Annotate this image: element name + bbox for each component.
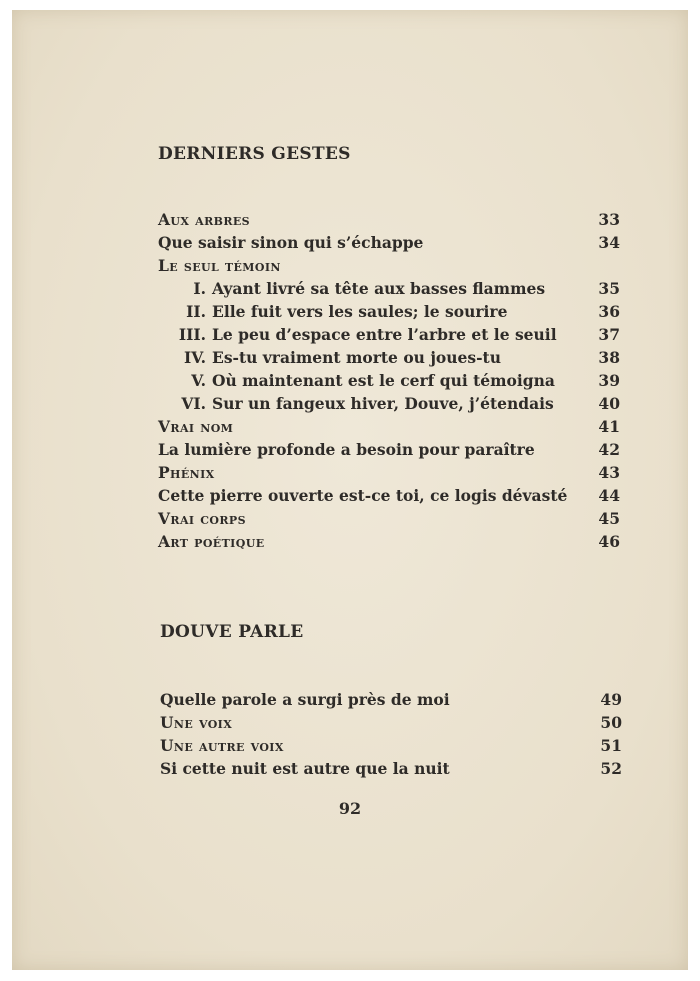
toc-entry-page: 52: [600, 759, 622, 778]
toc-entry-page: 38: [598, 348, 620, 367]
toc-entry-title: Aux arbres: [158, 210, 250, 229]
toc-roman-numeral: III.: [178, 325, 206, 344]
toc-entry: [160, 711, 622, 734]
toc-subentry: [158, 346, 620, 369]
toc-entry-page: 49: [600, 690, 622, 709]
toc-entry-title: Une autre voix: [160, 736, 284, 755]
toc-entry-page: 37: [598, 325, 620, 344]
toc-entry-page: 41: [598, 417, 620, 436]
toc-subentry: [158, 300, 620, 323]
toc-entry-title: Une voix: [160, 713, 233, 732]
toc-entry: [158, 415, 620, 438]
toc-entry-title: Vrai corps: [158, 509, 246, 528]
book-page: [12, 10, 688, 970]
toc-entry-page: 45: [598, 509, 620, 528]
toc-roman-numeral: II.: [186, 302, 206, 321]
toc-entry-title: La lumière profonde a besoin pour paraître: [158, 440, 535, 459]
toc-entry: [158, 438, 620, 461]
toc-entry-page: 51: [600, 736, 622, 755]
toc-entry-page: 33: [598, 210, 620, 229]
toc-entry-title: Phénix: [158, 463, 215, 482]
toc-entry-page: 36: [598, 302, 620, 321]
toc-entry-page: 42: [598, 440, 620, 459]
toc-entry-title: Art poétique: [158, 532, 265, 551]
toc-entry-title: Ayant livré sa tête aux basses flammes: [212, 279, 546, 298]
toc-entry: [160, 688, 622, 711]
toc-entry-page: 40: [598, 394, 620, 413]
toc-subentry: [158, 369, 620, 392]
toc-entry-page: 39: [598, 371, 620, 390]
toc-entry-title: Où maintenant est le cerf qui témoigna: [212, 371, 555, 390]
toc-roman-numeral: VI.: [181, 394, 206, 413]
toc-entry-title: Le seul témoin: [158, 256, 281, 275]
toc-list-derniers-gestes: [158, 208, 620, 553]
toc-entry: [160, 757, 622, 780]
toc-subentry: [158, 323, 620, 346]
toc-entry: [158, 507, 620, 530]
toc-entry-title: Vrai nom: [158, 417, 234, 436]
toc-entry-title: Elle fuit vers les saules; le sourire: [212, 302, 508, 321]
toc-entry-page: 46: [598, 532, 620, 551]
toc-entry-title: Le peu d’espace entre l’arbre et le seuil: [212, 325, 557, 344]
toc-entry-page: 50: [600, 713, 622, 732]
toc-entry-title: Es-tu vraiment morte ou joues-tu: [212, 348, 501, 367]
section-title-derniers-gestes: DERNIERS GESTES: [158, 144, 351, 164]
toc-entry-title: Si cette nuit est autre que la nuit: [160, 759, 450, 778]
toc-entry-page: 43: [598, 463, 620, 482]
toc-entry: [158, 208, 620, 231]
section-title-douve-parle: DOUVE PARLE: [160, 622, 304, 642]
toc-entry-page: 35: [598, 279, 620, 298]
toc-roman-numeral: I.: [193, 279, 206, 298]
toc-subentry: [158, 277, 620, 300]
toc-entry-title: Que saisir sinon qui s’échappe: [158, 233, 424, 252]
toc-entry-page: 34: [598, 233, 620, 252]
toc-entry: [158, 461, 620, 484]
toc-entry: [158, 254, 620, 277]
toc-entry: [160, 734, 622, 757]
toc-roman-numeral: IV.: [184, 348, 206, 367]
toc-entry-title: Cette pierre ouverte est-ce toi, ce logis dévasté: [158, 486, 568, 505]
toc-entry: [158, 231, 620, 254]
toc-subentry: [158, 392, 620, 415]
toc-entry-page: 44: [598, 486, 620, 505]
toc-entry-title: Sur un fangeux hiver, Douve, j’étendais: [212, 394, 554, 413]
page-number: 92: [338, 799, 362, 818]
toc-entry: [158, 484, 620, 507]
toc-list-douve-parle: [160, 688, 622, 780]
toc-entry: [158, 530, 620, 553]
toc-entry-title: Quelle parole a surgi près de moi: [160, 690, 450, 709]
toc-roman-numeral: V.: [191, 371, 206, 390]
